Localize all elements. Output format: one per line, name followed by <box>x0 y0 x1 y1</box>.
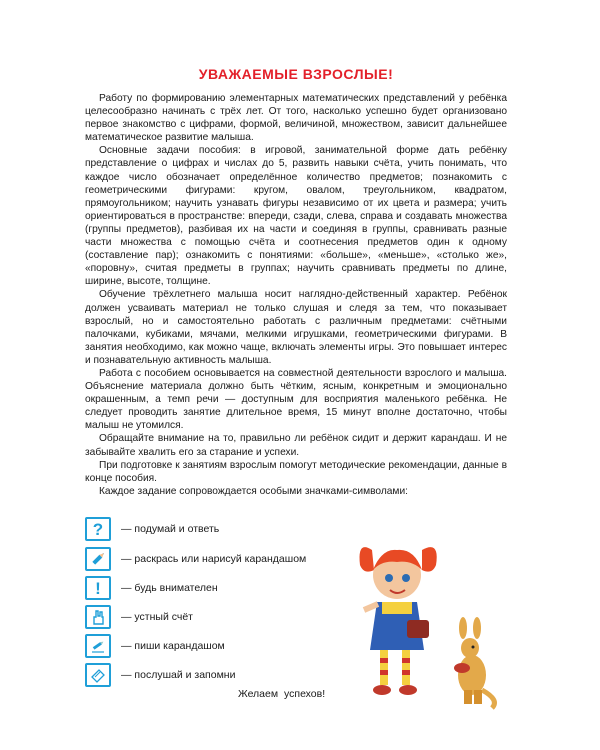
legend-item-attention <box>85 576 218 600</box>
listen-icon <box>85 663 111 687</box>
legend-label: — пиши карандашом <box>121 640 225 652</box>
girl-and-kangaroo-illustration <box>352 540 502 710</box>
legend-label: — подумай и ответь <box>121 523 220 535</box>
legend-label: — послушай и запомни <box>121 669 236 681</box>
question-icon: ? <box>85 517 111 541</box>
legend-item-think <box>85 517 219 541</box>
intro-text <box>85 92 507 498</box>
paragraph: Обучение трёхлетнего малыша носит наглядно-действенный характер. Ребёнок должен усваивать материал не только слушая и следя за тем, что показывает взрослый, но и самостоятельно работать с различным предметами: счётными палочками, кубиками, мячами, мелкими игрушками, геометрическими фигурами. В занятия необходимо, как можно чаще, включать элементы игры. Это повышает интерес и познавательную активность малыша. <box>85 289 507 366</box>
paragraph: Каждое задание сопровождается особыми значками-символами: <box>99 485 408 497</box>
legend-label: — раскрась или нарисуй карандашом <box>121 553 307 565</box>
legend-label: — устный счёт <box>121 611 193 623</box>
legend-label: — будь внимателен <box>121 582 218 594</box>
page-title: УВАЖАЕМЫЕ ВЗРОСЛЫЕ! <box>198 66 394 82</box>
legend-item-color <box>85 547 306 571</box>
paragraph: Обращайте внимание на то, правильно ли ребёнок сидит и держит карандаш. И не забывайте хвалить его за старание и успехи. <box>85 433 507 458</box>
counting-hand-icon <box>85 605 111 629</box>
paragraph: Основные задачи пособия: в игровой, занимательной форме дать ребёнку представление о цифрах и числах до 5, развить навыки счёта, учить понимать, что каждое число обозначает определённое количество предметов; познакомить с геометрическими фигурами: кругом, овалом, треугольником, квадратом, прямоугольником; научить узнавать фигуры независимо от их цвета и размера; учить ориентироваться в пространстве: впереди, сзади, слева, справа и создавать множества (группы предметов), разбивая их на части и соединяя в группы, сравнивать разные части множества с помощью счёта и соотнесения предметов один к одному (составление пар); ознакомить с понятиями: «больше», «меньше», «столько же», «поровну», считая предметы в группах; научить сравнивать предметы по длине, ширине, высоте, толщине. <box>85 145 507 288</box>
pencil-icon <box>85 547 111 571</box>
paragraph: При подготовке к занятиям взрослым помогут методические рекомендации, данные в конце пособия. <box>85 459 507 484</box>
paragraph: Работа с пособием основывается на совместной деятельности взрослого и малыша. Объяснение материала должно быть чётким, ясным, конкретным и эмоционально окрашенным, а темп речи — доступным для восприятия маленького ребёнка. Не следует проводить занятие длительное время, 15 минут вполне достаточно, чтобы малыш не утомился. <box>85 367 507 432</box>
legend-item-listen <box>85 663 235 687</box>
paragraph: Работу по формированию элементарных математических представлений у ребёнка целесообразно начинать с трёх лет. От того, насколько успешно будет организовано первое знакомство с цифрами, формой, величиной, множеством, зависит дальнейшее математическое развитие малыша. <box>85 93 507 144</box>
girl-illustration <box>360 547 437 695</box>
legend-item-count <box>85 605 193 629</box>
legend-item-write <box>85 634 225 658</box>
writing-pencil-icon <box>85 634 111 658</box>
exclamation-icon: ! <box>85 576 111 600</box>
kangaroo-illustration <box>454 617 494 708</box>
closing-wish: Желаем успехов! <box>238 688 326 700</box>
